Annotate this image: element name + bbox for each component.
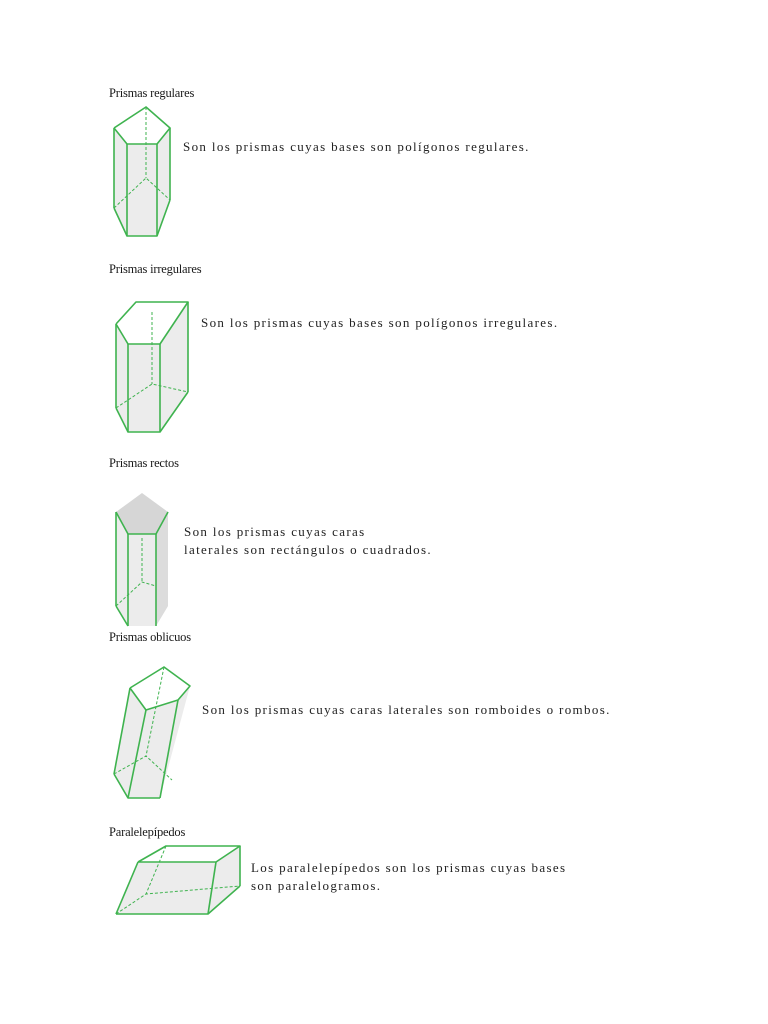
regular-prism-figure (110, 104, 174, 240)
section-description-paralelepipedos: Los paralelepípedos son los prismas cuyas bases son paralelogramos. (251, 860, 567, 893)
irregular-prism-icon (110, 298, 192, 436)
irregular-prism-figure (110, 298, 192, 436)
right-prism-icon (110, 490, 176, 630)
section-description-rectos: Son los prismas cuyas caras laterales son rectángulos o cuadrados. (184, 524, 433, 557)
section-description-oblicuos: Son los prismas cuyas caras laterales son romboides o rombos. (202, 702, 611, 717)
parallelepiped-icon (112, 842, 244, 918)
section-title-regulares: Prismas regulares (109, 86, 195, 100)
parallelepiped-figure (112, 842, 244, 918)
section-title-oblicuos: Prismas oblicuos (109, 630, 191, 644)
right-prism-figure (110, 490, 176, 630)
section-description-regulares: Son los prismas cuyas bases son polígonos regulares. (183, 139, 530, 154)
oblique-prism-figure (110, 664, 196, 802)
section-title-paralelepipedos: Paralelepípedos (109, 825, 186, 839)
section-title-irregulares: Prismas irregulares (109, 262, 202, 276)
section-description-irregulares: Son los prismas cuyas bases son polígonos irregulares. (201, 315, 559, 330)
section-title-rectos: Prismas rectos (109, 456, 179, 470)
oblique-prism-icon (110, 664, 196, 802)
regular-prism-icon (110, 104, 174, 240)
